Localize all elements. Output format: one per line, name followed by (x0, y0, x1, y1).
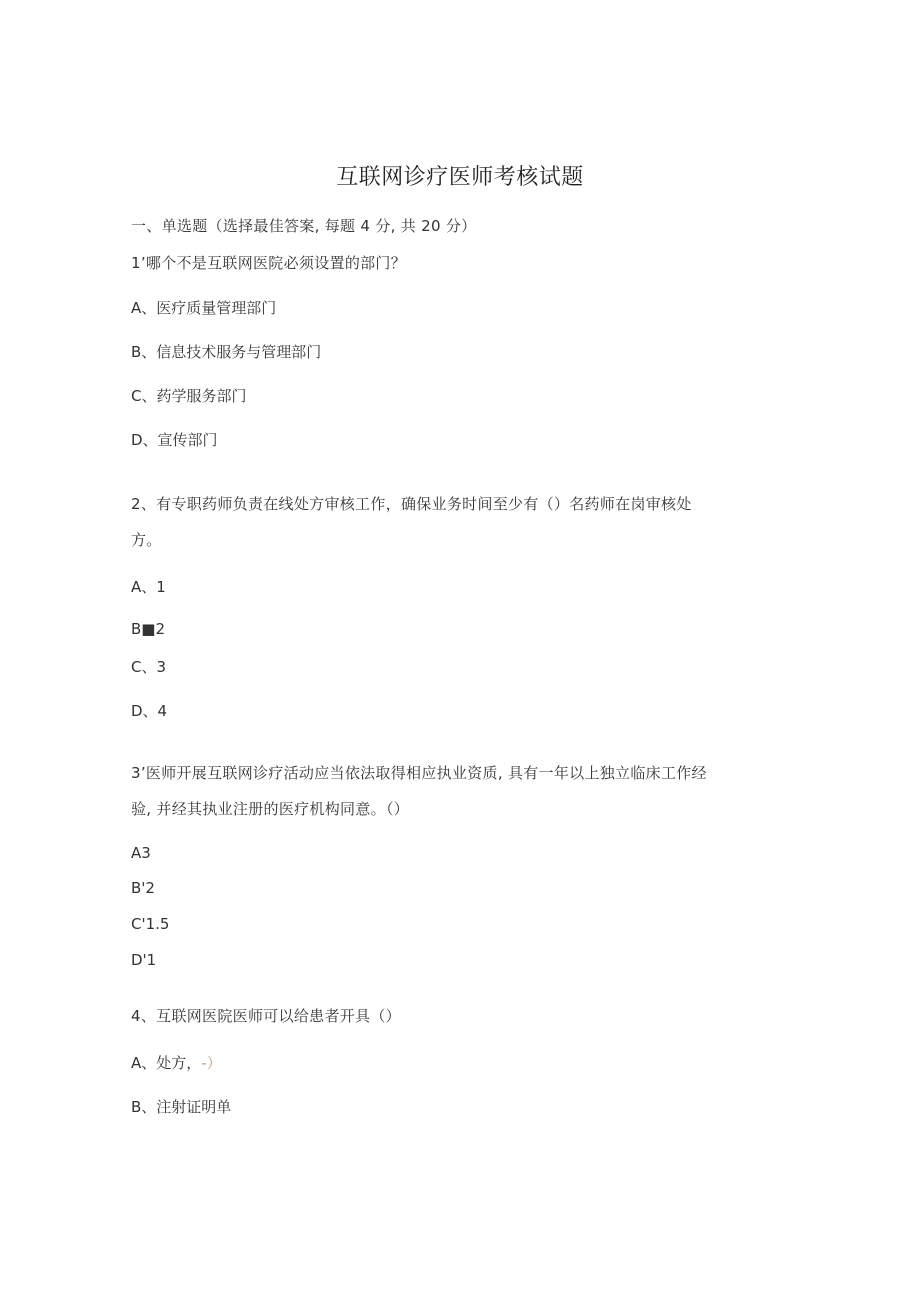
question-3-option-d: D'1 (131, 951, 157, 969)
question-3-stem-line-2: 验, 并经其执业注册的医疗机构同意。（） (131, 800, 410, 818)
question-2-option-b: B■2 (131, 620, 166, 638)
question-4-option-a-text: A、处方， (131, 1054, 202, 1072)
section-heading: 一、单选题（选择最佳答案, 每题 4 分, 共 20 分） (131, 217, 477, 235)
question-1-option-c: C、药学服务部门 (131, 387, 247, 405)
question-3-option-b: B'2 (131, 879, 155, 897)
question-3-option-c: C'1.5 (131, 915, 170, 933)
question-4-option-a (131, 1053, 222, 1073)
page-title: 互联网诊疗医师考核试题 (336, 165, 584, 190)
question-3-option-a: A3 (131, 844, 151, 862)
question-1-stem: 1’哪个不是互联网医院必须设置的部门？ (131, 254, 407, 272)
question-2-option-d: D、4 (131, 702, 168, 720)
question-3-stem-line-1: 3’医师开展互联网诊疗活动应当依法取得相应执业资质, 具有一年以上独立临床工作经 (131, 764, 707, 782)
question-4-option-a-faded-mark: -） (201, 1054, 222, 1072)
question-2-stem-line-1: 2、有专职药师负责在线处方审核工作，确保业务时间至少有（）名药师在岗审核处 (131, 495, 692, 513)
question-4-stem: 4、互联网医院医师可以给患者开具（） (131, 1007, 401, 1025)
question-1-option-a: A、医疗质量管理部门 (131, 299, 277, 317)
question-1-option-b: B、信息技术服务与管理部门 (131, 343, 322, 361)
question-2-stem-line-2: 方。 (131, 531, 162, 549)
question-2-option-c: C、3 (131, 658, 167, 676)
question-1-option-d: D、宣传部门 (131, 431, 218, 449)
question-4-option-b: B、注射证明单 (131, 1098, 232, 1116)
question-2-option-a: A、1 (131, 578, 166, 596)
